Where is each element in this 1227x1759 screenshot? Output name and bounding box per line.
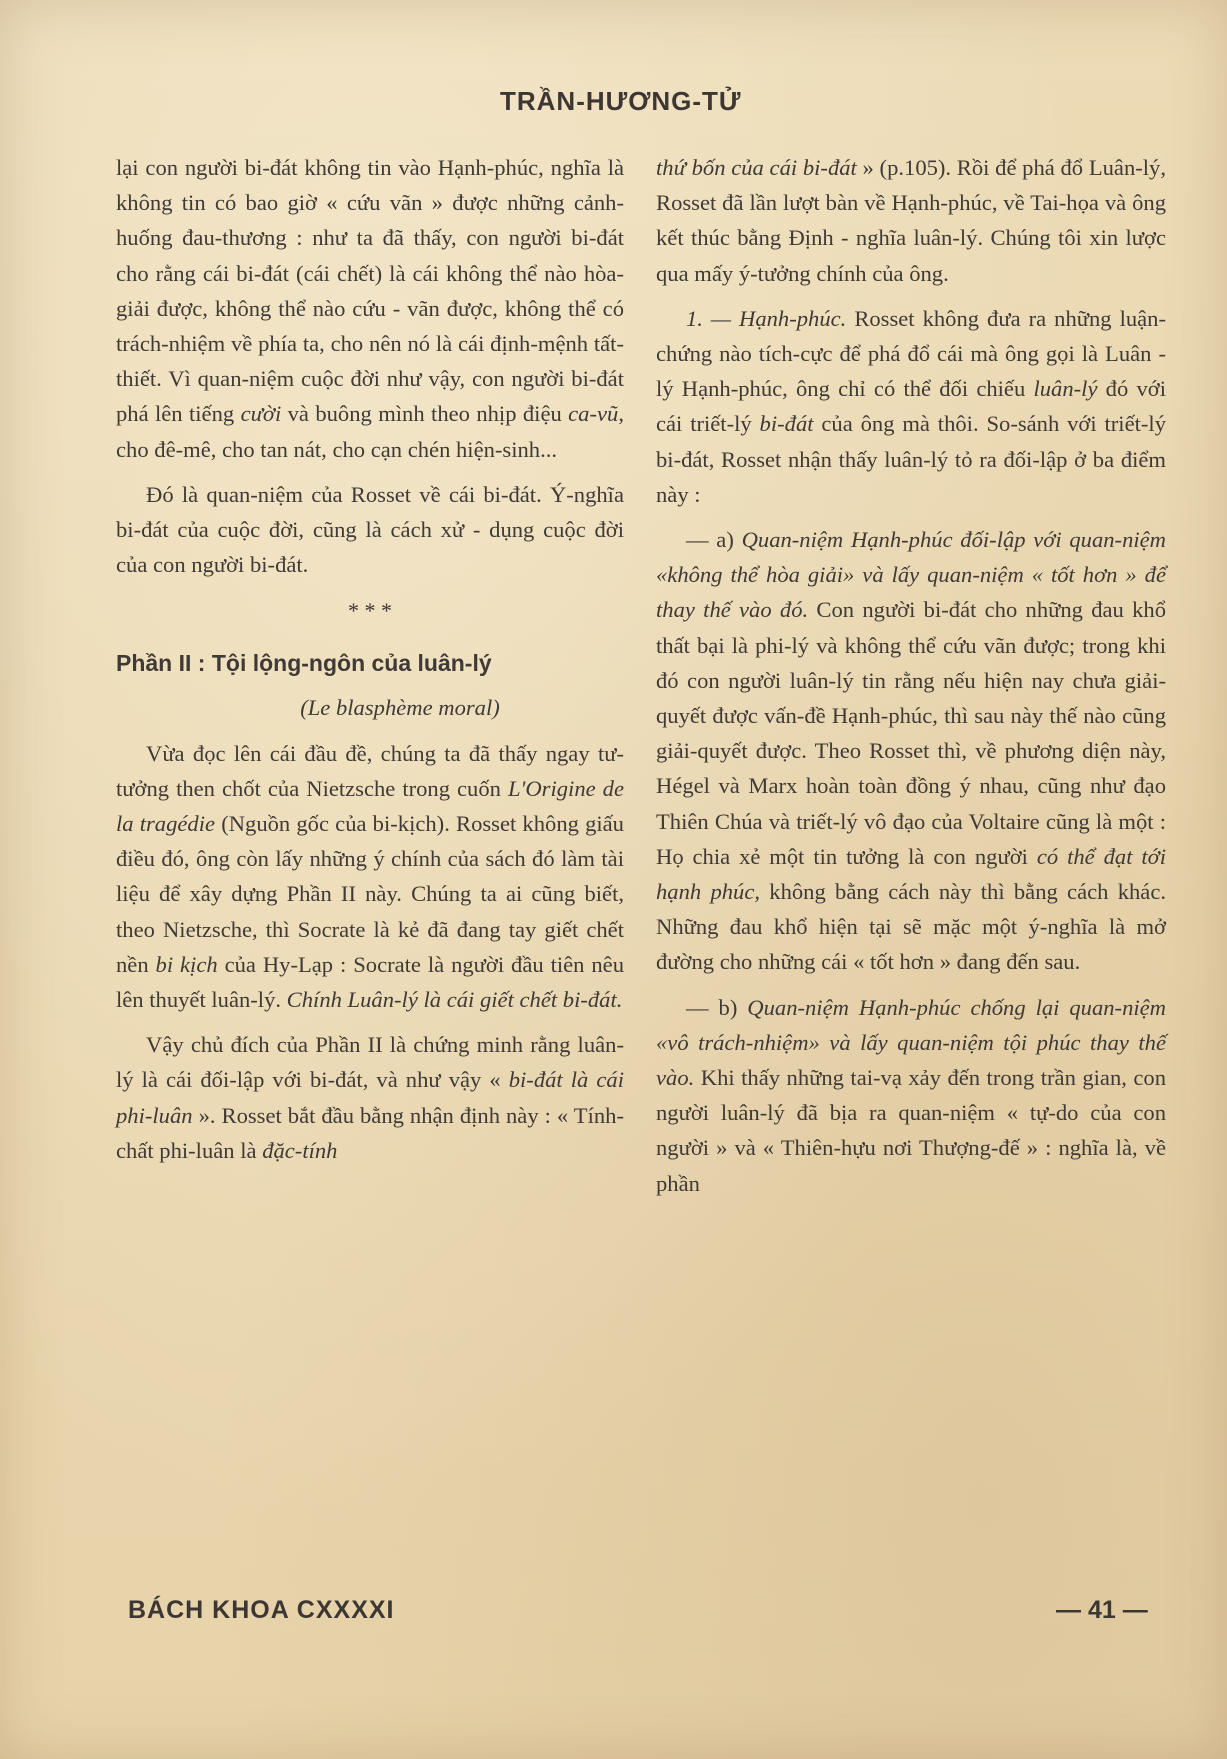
- text-run: không bằng cách này thì bằng cách khác. Những đau khổ hiện tại sẽ mặc một ý-nghĩa là mở đường cho những cái « tốt hơn » đang đến sau.: [656, 879, 1167, 975]
- section-ornament: * * *: [348, 598, 392, 624]
- section-subtitle: (Le blasphème moral): [300, 695, 500, 721]
- text-run: » (p.105). Rồi để phá đổ Luân-lý, Rosset đã lần lượt bàn về Hạnh-phúc, về Tai-họa và ông kết thúc bằng Định - nghĩa luân-lý. Chúng tôi xin lược qua mấy ý-tưởng chính của ông.: [656, 155, 1166, 286]
- paragraph: [656, 301, 1166, 512]
- paragraph: [116, 736, 624, 1018]
- emphasis: luân-lý: [1033, 376, 1098, 402]
- text-run: Vừa đọc lên cái đầu đề, chúng ta đã thấy ngay tư-tưởng then chốt của Nietzsche trong cuốn: [116, 740, 624, 801]
- section-heading: Phần II : Tội lộng-ngôn của luân-lý: [116, 650, 492, 677]
- paragraph: Đó là quan-niệm của Rosset về cái bi-đát. Ý-nghĩa bi-đát của cuộc đời, cũng là cách xử - dụng cuộc đời của con người bi-đát.: [116, 481, 624, 578]
- paragraph: [656, 150, 1166, 291]
- emphasis: 1. — Hạnh-phúc.: [686, 305, 847, 331]
- emphasis: cười: [240, 401, 282, 427]
- text-run: (Nguồn gốc của bi-kịch). Rosset không giấu điều đó, ông còn lấy những ý chính của sách đó làm tài liệu để xây dựng Phần II này. Chúng ta ai cũng biết, theo Nietzsche, thì Socrate là kẻ đã đang tay giết chết nền: [116, 811, 624, 977]
- magazine-issue: BÁCH KHOA CXXXXI: [128, 1596, 395, 1624]
- text-run: ». Rosset bắt đầu bằng nhận định này : « Tính-chất phi-luân là: [116, 1102, 624, 1163]
- text-run: đó với cái triết-lý: [656, 376, 1166, 437]
- text-run: — a): [686, 527, 742, 553]
- paragraph: [656, 990, 1166, 1201]
- emphasis: đặc-tính: [262, 1137, 338, 1163]
- text-run: lại con người bi-đát không tin vào Hạnh-phúc, nghĩa là không tin có bao giờ « cứu vãn » được những cảnh-huống đau-thương : như ta đã thấy, con người bi-đát cho rằng cái bi-đát (cái chết) là cái không thể nào hòa-giải được, không thể nào cứu - vãn được, không thể có trách-nhiệm về phía ta, cho nên nó là cái định-mệnh tất-thiết. Vì quan-niệm cuộc đời như vậy, con người bi-đát phá lên tiếng: [116, 155, 624, 427]
- emphasis: ca-vũ: [568, 401, 619, 427]
- emphasis: có thể đạt tới hạnh phúc,: [656, 843, 1166, 905]
- paragraph: [656, 522, 1166, 980]
- text-run: Vậy chủ đích của Phần II là chứng minh rằng luân-lý là cái đối-lập với bi-đát, và như vậy «: [116, 1032, 624, 1093]
- emphasis: bi-đát: [759, 411, 814, 437]
- emphasis: thứ bốn của cái bi-đát: [656, 155, 857, 180]
- text-run: Con người bi-đát cho những đau khổ thất bại là phi-lý và không thể cứu vãn được; trong khi đó con người luân-lý tin rằng nếu hiện nay chưa giải-quyết được vấn-đề Hạnh-phúc, thì sau này thế nào cũng giải-quyết được. Theo Rosset thì, về phương diện này, Hégel và Marx hoàn toàn đồng ý nhau, cũng như đạo Thiên Chúa và triết-lý vô đạo của Voltaire cũng là một : Họ chia xẻ một tin tưởng là con người: [656, 597, 1166, 869]
- emphasis: L'Origine de la tragédie: [116, 775, 624, 837]
- running-title: TRẦN-HƯƠNG-TỬ: [500, 86, 742, 116]
- right-column: [656, 150, 1166, 1211]
- text-run: của ông mà thôi. So-sánh với triết-lý bi-đát, Rosset nhận thấy luân-lý tỏ ra đối-lập ở ba điểm này :: [656, 411, 1166, 507]
- emphasis: Quan-niệm Hạnh-phúc chống lại quan-niệm «vô trách-nhiệm» và lấy quan-niệm tội phúc thay thế vào.: [656, 994, 1166, 1091]
- page-number: — 41 —: [1056, 1596, 1148, 1624]
- emphasis: Quan-niệm Hạnh-phúc đối-lập với quan-niệm «không thể hòa giải» và lấy quan-niệm « tốt hơn » để thay thế vào đó.: [656, 527, 1166, 623]
- emphasis: bi kịch: [155, 951, 218, 977]
- text-run: Khi thấy những tai-vạ xảy đến trong trần gian, con người luân-lý đã bịa ra quan-niệm « tự-do của con người » và « Thiên-hựu nơi Thượng-đế » : nghĩa là, về phần: [656, 1065, 1166, 1196]
- paragraph: [116, 1027, 624, 1168]
- text-run: Rosset không đưa ra những luận-chứng nào tích-cực để phá đổ cái mà ông gọi là Luân - lý Hạnh-phúc, ông chỉ có thể đối chiếu: [656, 305, 1166, 402]
- left-column: [116, 150, 624, 1178]
- text-run: và buông mình theo nhịp điệu: [281, 401, 569, 427]
- text-run: , cho đê-mê, cho tan nát, cho cạn chén hiện-sinh...: [116, 401, 624, 462]
- emphasis: Chính Luân-lý là cái giết chết bi-đát.: [286, 987, 623, 1013]
- emphasis: bi-đát là cái phi-luân: [116, 1067, 624, 1128]
- paragraph: [116, 150, 624, 467]
- text-run: — b): [686, 994, 748, 1020]
- text-run: của Hy-Lạp : Socrate là người đầu tiên nêu lên thuyết luân-lý.: [116, 951, 624, 1013]
